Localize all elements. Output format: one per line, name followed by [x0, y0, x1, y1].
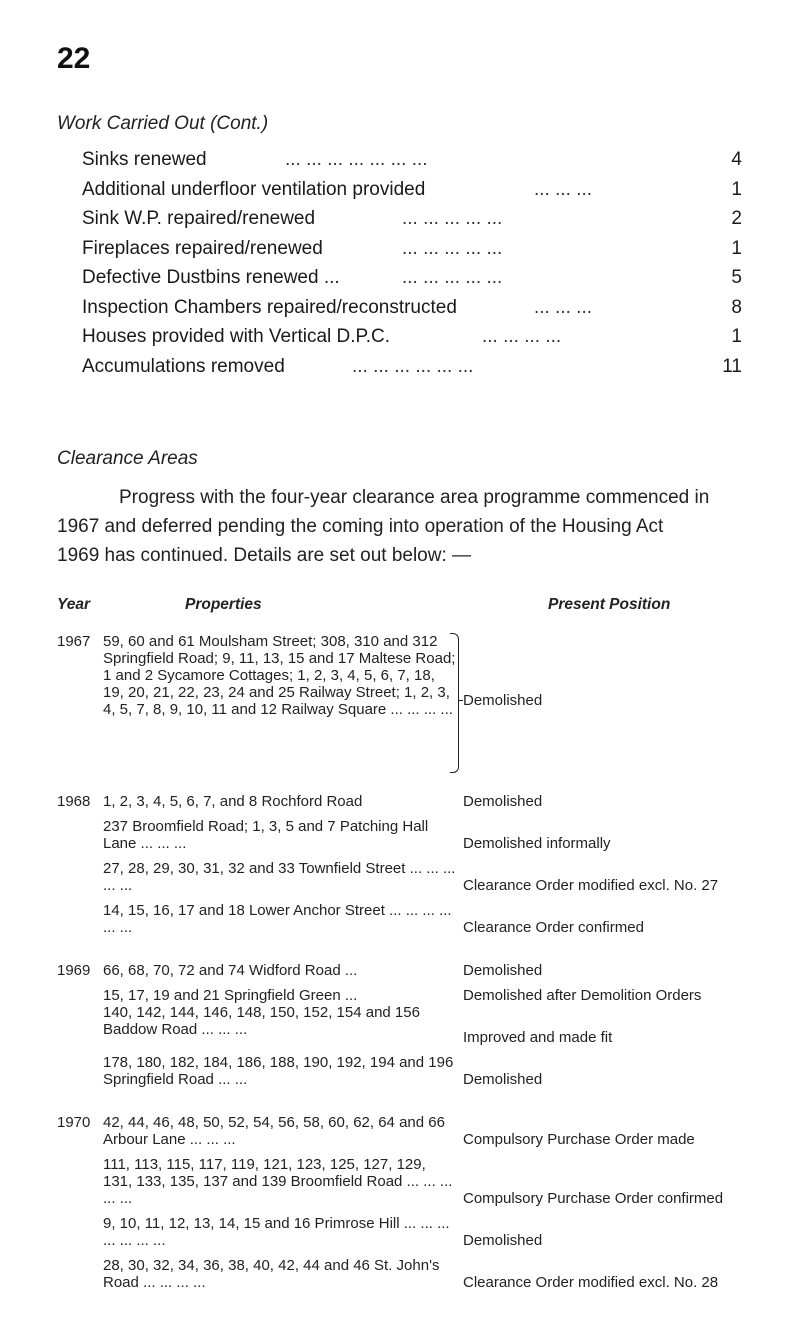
position-cell: Clearance Order modified excl. No. 28 [463, 1274, 719, 1291]
work-item [82, 296, 742, 326]
work-item [82, 237, 742, 267]
properties-cell: 111, 113, 115, 117, 119, 121, 123, 125, 127, 129, 131, 133, 135, 137 and 139 Broomfield Road ... ... ... ... ... [103, 1156, 453, 1207]
work-item-label: Defective Dustbins renewed ... [82, 267, 340, 288]
work-item-label: Inspection Chambers repaired/reconstructed [82, 296, 457, 318]
grouping-brace [450, 633, 459, 773]
work-item-label: Fireplaces repaired/renewed [82, 237, 323, 259]
leader-dots: ... ... ... ... ... ... ... [285, 149, 428, 170]
clearance-section-title: Clearance Areas [57, 448, 198, 469]
leader-dots: ... ... ... ... ... [402, 237, 503, 259]
position-cell: Clearance Order confirmed [463, 919, 644, 936]
work-item-count: 1 [731, 326, 742, 347]
properties-cell: 66, 68, 70, 72 and 74 Widford Road ... [103, 962, 358, 979]
position-cell: Demolished [463, 1232, 543, 1249]
work-item [82, 325, 742, 355]
work-item-label: Additional underfloor ventilation provided [82, 178, 426, 200]
leader-dots: ... ... ... [534, 178, 593, 200]
position-cell: Demolished after Demolition Orders [463, 987, 702, 1004]
leader-dots: ... ... ... ... ... ... [352, 355, 474, 377]
work-item [82, 178, 742, 208]
work-item-count: 5 [731, 267, 742, 288]
work-item [82, 207, 742, 237]
page-number: 22 [57, 42, 91, 75]
position-cell: Clearance Order modified excl. No. 27 [463, 877, 719, 894]
position-cell: Compulsory Purchase Order confirmed [463, 1190, 724, 1207]
work-item-label: Accumulations removed [82, 355, 285, 377]
work-item-count: 1 [731, 178, 742, 200]
properties-cell: 1, 2, 3, 4, 5, 6, 7, and 8 Rochford Road [103, 793, 363, 810]
properties-cell: 59, 60 and 61 Moulsham Street; 308, 310 and 312 Springfield Road; 9, 11, 13, 15 and 17 Maltese Road; 1 and 2 Sycamore Cottages; 1, 2, 3, 4, 5, 6, 7, 18, 19, 20, 21, 22, 23, 24 and 25 Railway Street; 1, 2, 3, 4, 5, 7, 8, 9, 10, 11 and 12 Railway Square ... ... ... ... [103, 633, 456, 718]
work-item-label: Houses provided with Vertical D.P.C. [82, 326, 391, 347]
position-cell: Demolished [463, 1071, 543, 1088]
year-cell: 1969 [57, 962, 91, 979]
year-cell: 1967 [57, 633, 91, 650]
column-header-year: Year [57, 596, 91, 613]
leader-dots: ... ... ... [534, 296, 593, 318]
properties-cell: 15, 17, 19 and 21 Springfield Green ... [103, 987, 358, 1004]
column-header-position: Present Position [548, 596, 671, 613]
work-item-count: 11 [722, 355, 742, 377]
work-item [82, 355, 742, 385]
intro-line: 1967 and deferred pending the coming into operation of the Housing Act [57, 516, 664, 537]
work-items-list [82, 148, 742, 384]
work-item-label: Sinks renewed [82, 149, 207, 170]
position-cell: Compulsory Purchase Order made [463, 1131, 695, 1148]
position-cell: Demolished [463, 962, 543, 979]
work-section-title: Work Carried Out (Cont.) [57, 113, 269, 134]
properties-cell: 237 Broomfield Road; 1, 3, 5 and 7 Patching Hall Lane ... ... ... [103, 818, 429, 852]
work-item-count: 4 [731, 149, 742, 170]
work-item-count: 8 [731, 296, 742, 318]
work-item-label: Sink W.P. repaired/renewed [82, 208, 316, 229]
intro-line: Progress with the four-year clearance area programme commenced in [119, 487, 710, 508]
properties-cell: 28, 30, 32, 34, 36, 38, 40, 42, 44 and 46 St. John's Road ... ... ... ... [103, 1257, 440, 1291]
properties-cell: 140, 142, 144, 146, 148, 150, 152, 154 and 156 Baddow Road ... ... ... [103, 1004, 420, 1038]
properties-cell: 14, 15, 16, 17 and 18 Lower Anchor Street ... ... ... ... ... ... [103, 902, 452, 936]
work-item-count: 2 [731, 208, 742, 229]
work-item [82, 148, 742, 178]
year-cell: 1968 [57, 793, 91, 810]
properties-cell: 9, 10, 11, 12, 13, 14, 15 and 16 Primrose Hill ... ... ... ... ... ... ... [103, 1215, 450, 1249]
leader-dots: ... ... ... ... [482, 326, 562, 347]
work-item-count: 1 [731, 237, 742, 259]
intro-line: 1969 has continued. Details are set out below: — [57, 545, 472, 566]
properties-cell: 27, 28, 29, 30, 31, 32 and 33 Townfield Street ... ... ... ... ... [103, 860, 456, 894]
position-cell: Demolished [463, 793, 543, 810]
position-cell: Demolished [463, 692, 543, 709]
column-header-properties: Properties [185, 596, 262, 613]
properties-cell: 178, 180, 182, 184, 186, 188, 190, 192, 194 and 196 Springfield Road ... ... [103, 1054, 454, 1088]
year-cell: 1970 [57, 1114, 91, 1131]
position-cell: Demolished informally [463, 835, 611, 852]
leader-dots: ... ... ... ... ... [402, 267, 503, 288]
clearance-intro-paragraph [57, 483, 747, 570]
leader-dots: ... ... ... ... ... [402, 208, 503, 229]
position-cell: Improved and made fit [463, 1029, 613, 1046]
work-item [82, 266, 742, 296]
properties-cell: 42, 44, 46, 48, 50, 52, 54, 56, 58, 60, 62, 64 and 66 Arbour Lane ... ... ... [103, 1114, 445, 1148]
